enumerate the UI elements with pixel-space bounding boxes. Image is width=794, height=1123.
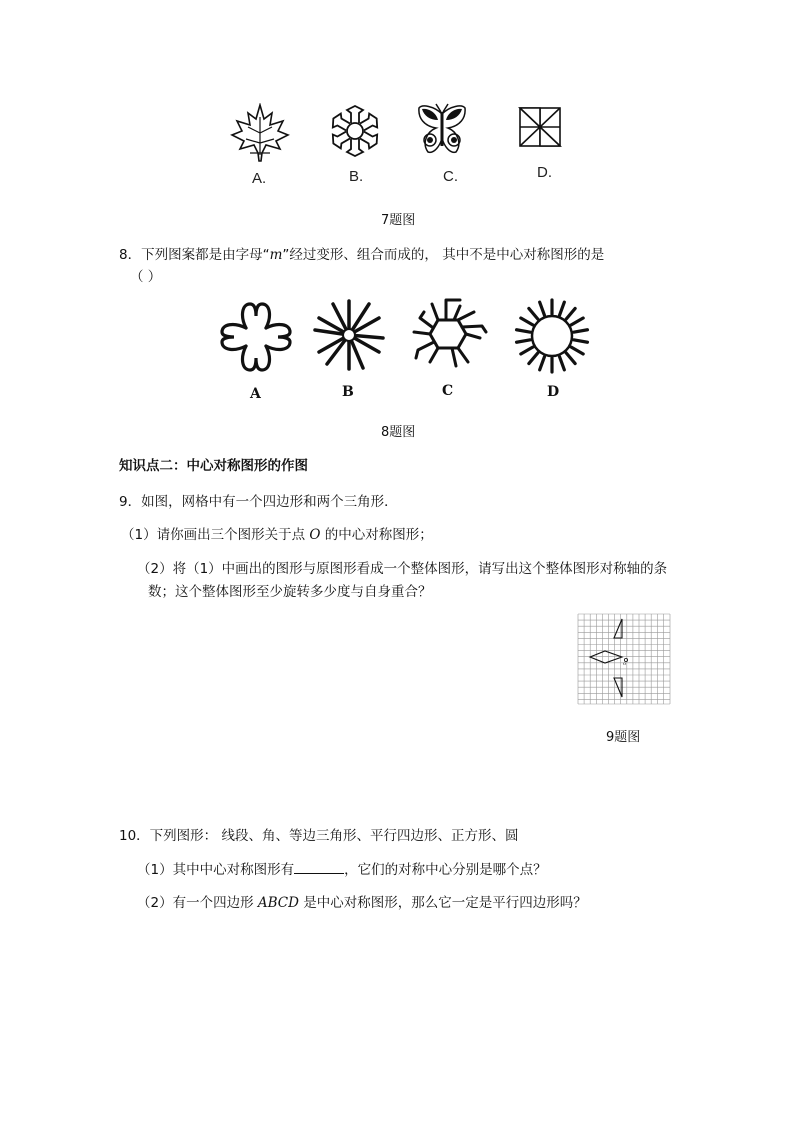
q10-part2-pre: （2）有一个四边形 — [137, 895, 258, 911]
q9-part2-line1: （2）将（1）中画出的图形与原图形看成一个整体图形，请写出这个整体图形对称轴的条 — [137, 561, 668, 577]
q8-label-a: A — [250, 386, 261, 402]
q7-figure-a-maple-leaf — [228, 103, 292, 163]
q10-part1-pre: （1）其中中心对称图形有 — [137, 862, 295, 878]
q10-part2 — [137, 891, 587, 911]
q8-label-c: C — [442, 383, 454, 399]
q9-part1-pre: （1）请你画出三个图形关于点 — [121, 527, 310, 543]
q10-part1-post: ，它们的对称中心分别是哪个点？ — [344, 862, 547, 878]
q10-part1 — [137, 858, 547, 878]
q10-quad-abcd: ABCD — [257, 895, 299, 911]
q7-label-a: A. — [252, 170, 267, 187]
q10-part2-post: 是中心对称图形，那么它一定是平行四边形吗？ — [298, 895, 587, 911]
q9-grid-figure — [577, 613, 671, 705]
q9-part1 — [121, 523, 433, 543]
q8-letter: m — [269, 247, 283, 263]
q9-question: 9．如图，网格中有一个四边形和两个三角形． — [119, 494, 398, 510]
q8-figure-c — [408, 296, 490, 370]
q7-figure-b-snowflake — [328, 104, 382, 158]
q7-figure-d-pinwheel — [514, 104, 566, 150]
section-heading: 知识点二：中心对称图形的作图 — [119, 458, 308, 474]
q9-point-o: O — [309, 527, 321, 543]
q9-part1-post: 的中心对称图形； — [320, 527, 433, 543]
q8-figure-b — [313, 298, 385, 372]
q10-answer-blank[interactable] — [294, 861, 344, 874]
q8-label-d: D — [547, 384, 560, 400]
q9-grid-point-label: o — [623, 661, 627, 667]
q7-caption: 7题图 — [381, 213, 416, 228]
q8-question — [119, 243, 604, 263]
q7-label-d: D. — [537, 164, 552, 181]
q9-part2-line2: 数；这个整体图形至少旋转多少度与自身重合？ — [148, 584, 432, 600]
q8-figure-a — [218, 298, 294, 376]
q7-label-c: C. — [443, 168, 458, 185]
q8-question-post: ”经过变形、组合而成的， 其中不是中心对称图形的是 — [282, 247, 605, 263]
q7-figure-c-butterfly — [416, 102, 468, 158]
q9-caption: 9题图 — [606, 730, 641, 745]
q7-label-b: B. — [349, 168, 364, 185]
q8-label-b: B — [342, 384, 354, 400]
q8-figure-d — [512, 296, 592, 376]
q10-question: 10．下列图形： 线段、角、等边三角形、平行四边形、正方形、圆 — [119, 828, 519, 844]
q8-answer-paren: （ ） — [130, 269, 162, 285]
q8-question-pre: 8．下列图案都是由字母“ — [119, 247, 270, 263]
q8-caption: 8题图 — [381, 425, 416, 440]
